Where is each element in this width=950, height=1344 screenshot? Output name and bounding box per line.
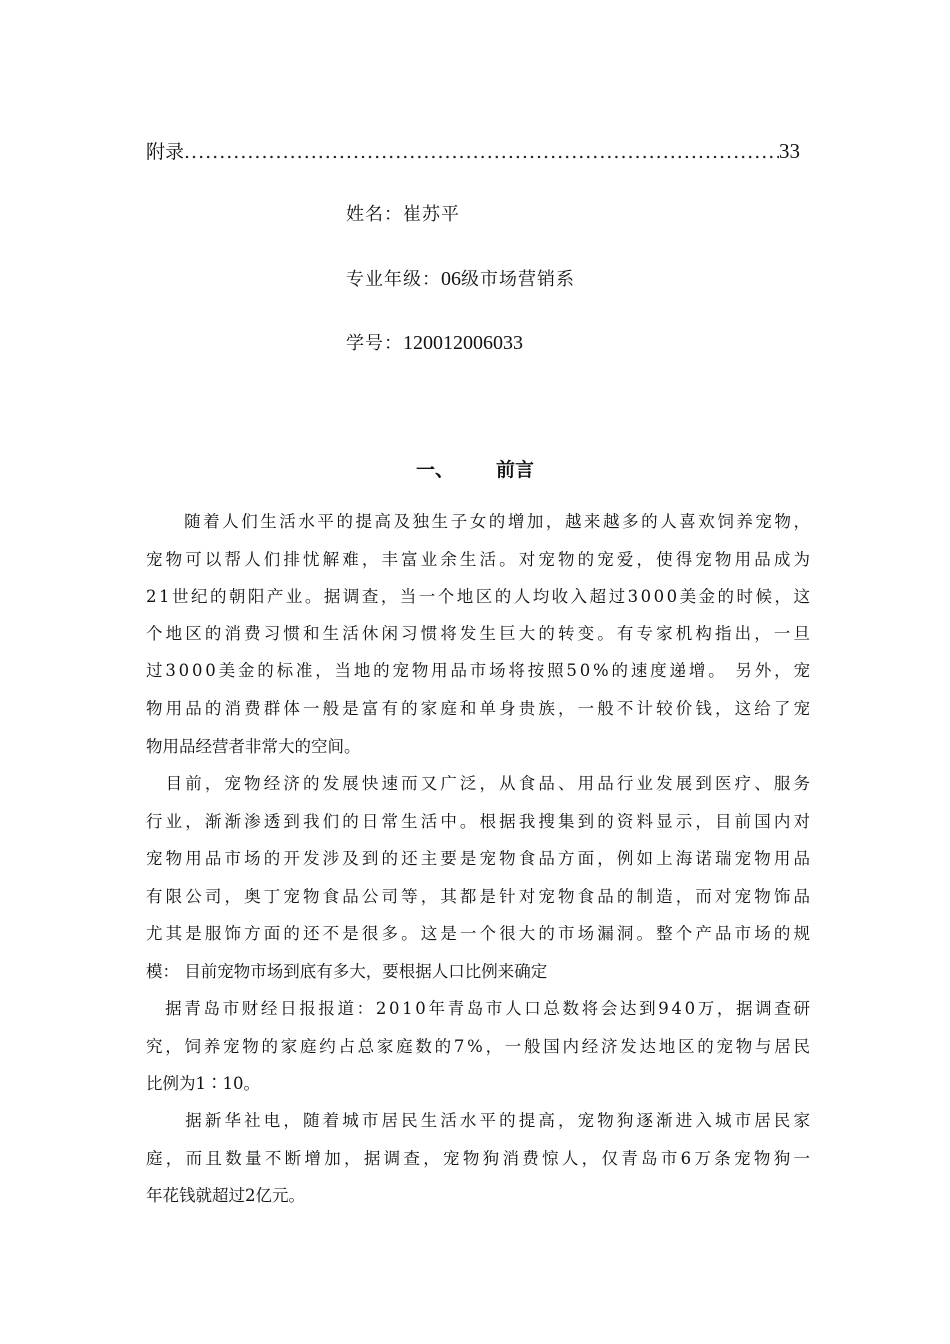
student-id-line: [346, 330, 523, 357]
section-heading: [0, 456, 950, 484]
paragraph-line: 宠物用品市场的开发涉及到的还主要是宠物食品方面，例如上海诺瑞宠物用品: [146, 849, 814, 868]
name-value: 崔苏平: [403, 204, 460, 225]
paragraph-line: 有限公司，奥丁宠物食品公司等，其都是针对宠物食品的制造，而对宠物饰品: [146, 887, 814, 906]
toc-leader-dots: [184, 139, 779, 165]
paragraph-line: 据青岛市财经日报报道：2010年青岛市人口总数将会达到940万，据调查研: [146, 999, 813, 1018]
paragraph-line: 物用品的消费群体一般是富有的家庭和单身贵族，一般不计较价钱，这给了宠: [146, 699, 814, 718]
toc-page-number: 33: [779, 139, 800, 163]
major-label: 专业年级：: [346, 269, 441, 290]
student-id-label: 学号：: [346, 333, 403, 354]
toc-label: 附录: [146, 141, 185, 163]
author-name-line: [346, 202, 460, 228]
paragraph-line: 尤其是服饰方面的还不是很多。这是一个很大的市场漏洞。整个产品市场的规: [146, 924, 814, 943]
paragraph-line: 宠物可以帮人们排忧解难，丰富业余生活。对宠物的宠爱，使得宠物用品成为: [146, 550, 814, 569]
paragraph-line: 目前，宠物经济的发展快速而又广泛，从食品、用品行业发展到医疗、服务: [146, 774, 814, 793]
paragraph-line: 模： 目前宠物市场到底有多大，要根据人口比例来确定: [146, 962, 548, 981]
paragraph-line: 庭，而且数量不断增加，据调查，宠物狗消费惊人，仅青岛市6万条宠物狗一: [146, 1149, 814, 1168]
major-grade-number: 06: [441, 268, 461, 290]
paragraph-line: 究，饲养宠物的家庭约占总家庭数的7%，一般国内经济发达地区的宠物与居民: [146, 1037, 813, 1056]
major-grade-line: [346, 266, 575, 293]
paragraph-line: 比例为1∶10。: [146, 1074, 260, 1093]
section-title: 前言: [496, 459, 535, 481]
major-value: 级市场营销系: [461, 269, 575, 290]
paragraph-line: 个地区的消费习惯和生活休闲习惯将发生巨大的转变。有专家机构指出，一旦: [146, 624, 814, 643]
toc-entry-appendix[interactable]: [146, 138, 800, 165]
paragraph-line: 行业，渐渐渗透到我们的日常生活中。根据我搜集到的资料显示，目前国内对: [146, 812, 814, 831]
student-id-value: 120012006033: [403, 332, 523, 354]
paragraph-line: 物用品经营者非常大的空间。: [146, 737, 361, 756]
paragraph-line: 年花钱就超过2亿元。: [146, 1186, 305, 1205]
paragraph-line: 21世纪的朝阳产业。据调查，当一个地区的人均收入超过3000美金的时候，这: [146, 587, 813, 606]
name-label: 姓名：: [346, 204, 403, 225]
paragraph-line: 据新华社电，随着城市居民生活水平的提高，宠物狗逐渐进入城市居民家: [146, 1111, 814, 1130]
section-number: 一、: [415, 459, 454, 481]
paragraph-line: 随着人们生活水平的提高及独生子女的增加，越来越多的人喜欢饲养宠物，: [146, 512, 813, 531]
paragraph-line: 过3000美金的标准，当地的宠物用品市场将按照50%的速度递增。 另外，宠: [146, 661, 813, 680]
